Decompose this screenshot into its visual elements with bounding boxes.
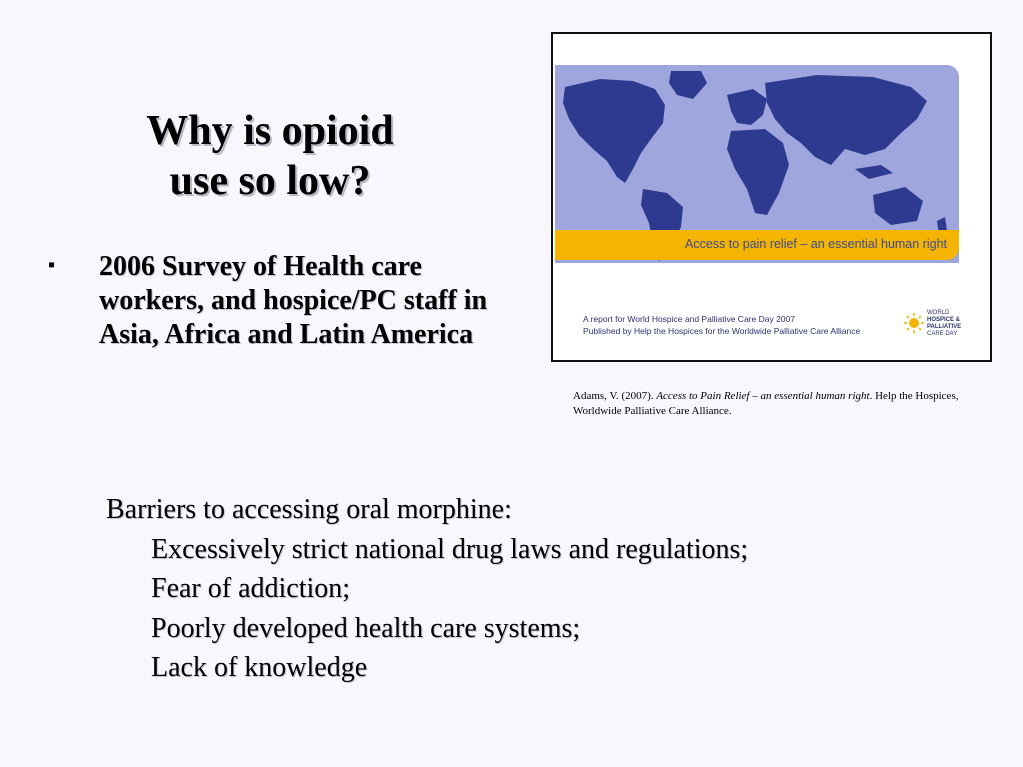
barriers-list <box>106 490 748 688</box>
tagline-band <box>555 230 959 260</box>
logo-line-2: HOSPICE & <box>927 317 961 323</box>
logo-line-1: WORLD <box>927 310 950 316</box>
logo-line-4: CARE DAY <box>927 331 958 337</box>
image-citation <box>573 389 993 419</box>
citation-suffix: . Help the Hospices, Worldwide Palliative Care Alliance. <box>573 390 959 417</box>
cover-publisher-line-2: Published by Help the Hospices for the Worldwide Palliative Care Alliance <box>583 326 861 336</box>
cover-publisher-line-1: A report for World Hospice and Palliative Care Day 2007 <box>583 314 795 324</box>
barriers-heading: Barriers to accessing oral morphine: <box>106 494 512 525</box>
europe-shape <box>727 89 767 125</box>
barrier-item: Excessively strict national drug laws and regulations; <box>151 533 749 565</box>
logo-line-3: PALLIATIVE <box>927 324 962 330</box>
barrier-item: Lack of knowledge <box>151 652 368 683</box>
north-america-shape <box>563 79 665 183</box>
slide-title <box>60 106 480 206</box>
citation-prefix: Adams, V. (2007). <box>573 390 657 402</box>
cover-tagline: Access to pain relief – an essential human right <box>685 237 947 251</box>
slide-title-line-2: use so low? <box>169 158 371 204</box>
logo-text <box>927 310 961 338</box>
indonesia-shape <box>855 165 893 179</box>
citation-title: Access to Pain Relief – an essential human right <box>656 390 870 402</box>
australia-shape <box>873 187 923 225</box>
greenland-shape <box>669 71 707 99</box>
africa-shape <box>727 129 789 215</box>
sun-icon <box>903 312 925 334</box>
asia-shape <box>765 75 927 165</box>
barrier-item: Fear of addiction; <box>151 573 351 604</box>
world-hospice-day-logo <box>903 310 973 336</box>
barrier-item: Poorly developed health care systems; <box>151 612 581 644</box>
square-bullet-icon: ▪ <box>48 254 56 276</box>
survey-bullet-text: 2006 Survey of Health care workers, and hospice/PC staff in Asia, Africa and Latin America <box>99 251 488 350</box>
cover-publisher-text <box>583 313 860 337</box>
report-cover-image <box>551 32 992 362</box>
slide-title-line-1: Why is opioid <box>146 108 394 154</box>
